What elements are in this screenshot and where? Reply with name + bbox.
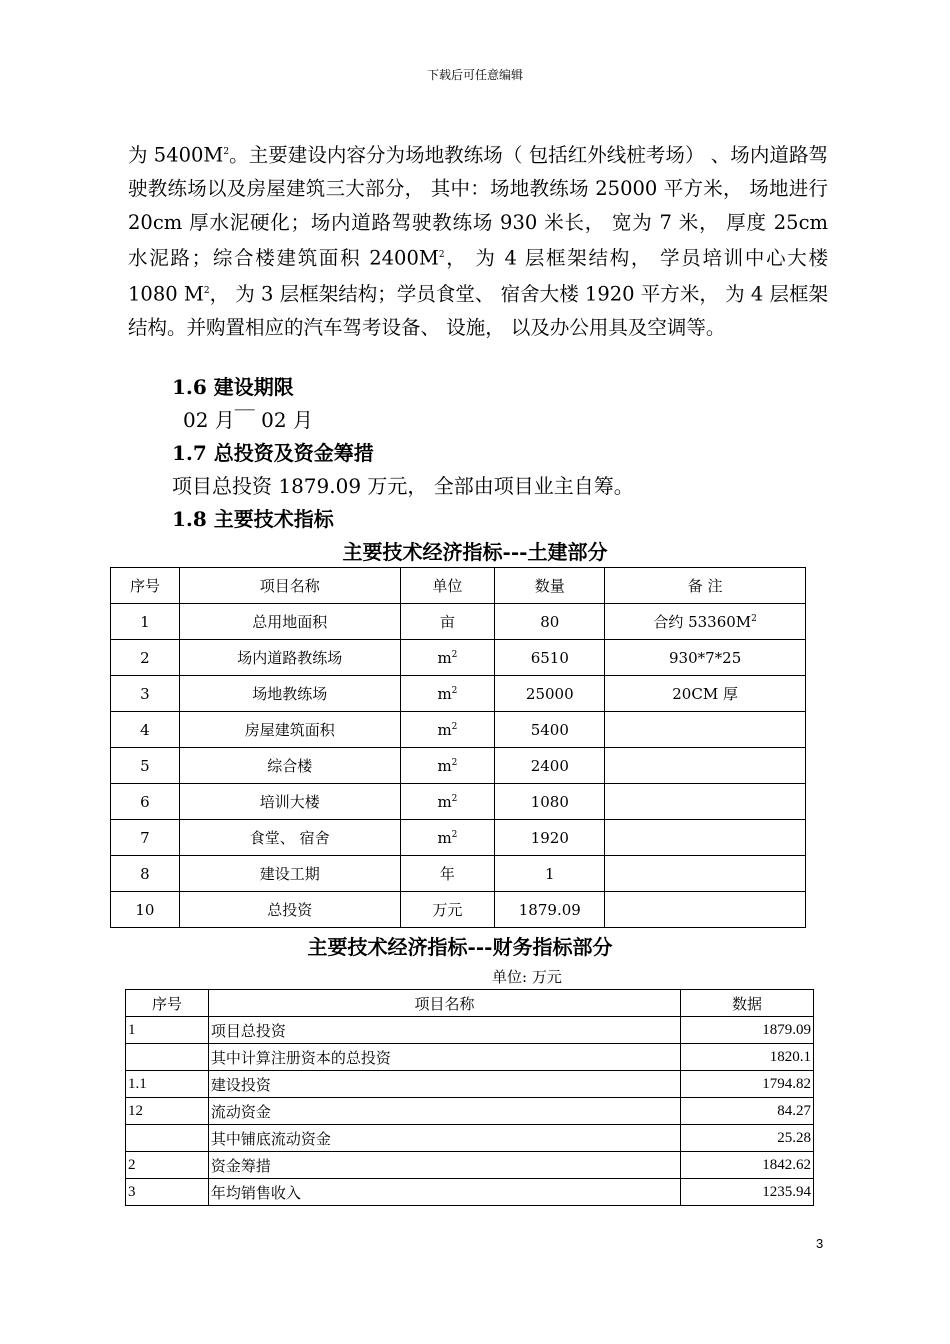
table-header-row: [126, 990, 814, 1017]
cell: [605, 712, 806, 748]
body-paragraph: 为 $5400M^2$。主要建设内容分为场地教练场（ 包括红外线桩考场） 、场内道路驾驶教练场以及房屋建筑三大部分， 其中：场地教练场 25000 平方米， 场地进行 20cm 厚水泥硬化；场内道路驾驶教练场 930 米长， 宽为 7 米， 厚度 25cm 水泥路；综合楼建筑面积 $2400M^2$， 为 4 层框架结构， 学员培训中心大楼 1080 $M^2$， 为 3 层框架结构；学员食堂、 宿舍大楼 1920 平方米， 为 4 层框架结构。并购置相应的汽车驾考设备、 设施， 以及办公用具及空调等。: [128, 143, 829, 339]
cell: 年均销售收入: [208, 1179, 680, 1206]
cell: 食堂、 宿舍: [179, 820, 400, 856]
heading-1-7: 1.7 总投资及资金筹措: [172, 441, 374, 465]
header-cell: 数据: [681, 990, 814, 1017]
cell: 2: [126, 1152, 209, 1179]
cell: 4: [111, 712, 180, 748]
cell: 场内道路教练场: [179, 640, 400, 676]
cell: 3: [126, 1179, 209, 1206]
table-row: [111, 640, 806, 676]
cell: 房屋建筑面积: [179, 712, 400, 748]
table-row: [126, 1098, 814, 1125]
cell: 亩: [400, 604, 495, 640]
cell: 10: [111, 892, 180, 928]
cell: 1879.09: [681, 1017, 814, 1044]
cell: [605, 820, 806, 856]
cell: 6: [111, 784, 180, 820]
cell: 资金筹措: [208, 1152, 680, 1179]
cell: 1: [126, 1017, 209, 1044]
table-row: [111, 712, 806, 748]
construction-period: 02 月￣ 02 月: [183, 408, 313, 432]
cell: 培训大楼: [179, 784, 400, 820]
cell: 930*7*25: [605, 640, 806, 676]
cell: 1842.62: [681, 1152, 814, 1179]
table-row: [126, 1071, 814, 1098]
cell: 3: [111, 676, 180, 712]
cell: $m^2$: [400, 640, 495, 676]
civil-indicators-table: [110, 567, 806, 928]
cell: 1080: [495, 784, 605, 820]
cell: 1: [111, 604, 180, 640]
investment-text: 项目总投资 1879.09 万元， 全部由项目业主自筹。: [172, 474, 634, 498]
table-row: [111, 784, 806, 820]
cell: 年: [400, 856, 495, 892]
table2-unit: 单位: 万元: [492, 968, 562, 986]
table-row: [111, 748, 806, 784]
heading-1-8: 1.8 主要技术指标: [172, 507, 334, 531]
table-row: [126, 1044, 814, 1071]
table2-title: 主要技术经济指标---财务指标部分: [307, 935, 613, 959]
cell: 25.28: [681, 1125, 814, 1152]
cell: 12: [126, 1098, 209, 1125]
cell: 总投资: [179, 892, 400, 928]
header-cell: 项目名称: [208, 990, 680, 1017]
table-row: [111, 856, 806, 892]
cell: 20CM 厚: [605, 676, 806, 712]
cell: 5: [111, 748, 180, 784]
cell: [605, 892, 806, 928]
cell: 1820.1: [681, 1044, 814, 1071]
header-cell: 备 注: [605, 568, 806, 604]
table-row: [111, 820, 806, 856]
cell: 2400: [495, 748, 605, 784]
cell: 1: [495, 856, 605, 892]
cell: 流动资金: [208, 1098, 680, 1125]
table-row: [126, 1152, 814, 1179]
cell: 其中计算注册资本的总投资: [208, 1044, 680, 1071]
header-cell: 数量: [495, 568, 605, 604]
table-row: [126, 1017, 814, 1044]
cell: 1235.94: [681, 1179, 814, 1206]
cell: [605, 784, 806, 820]
cell: 2: [111, 640, 180, 676]
header-cell: 项目名称: [179, 568, 400, 604]
cell: [126, 1125, 209, 1152]
cell: 综合楼: [179, 748, 400, 784]
cell: 其中铺底流动资金: [208, 1125, 680, 1152]
cell: $m^2$: [400, 820, 495, 856]
page-header: 下载后可任意编辑: [426, 68, 523, 82]
cell: [605, 748, 806, 784]
cell: 6510: [495, 640, 605, 676]
cell: 合约 $53360M^2$: [605, 604, 806, 640]
cell: 7: [111, 820, 180, 856]
cell: 80: [495, 604, 605, 640]
table-row: [111, 676, 806, 712]
cell: 项目总投资: [208, 1017, 680, 1044]
cell: 1794.82: [681, 1071, 814, 1098]
table-header-row: [111, 568, 806, 604]
table-row: [126, 1179, 814, 1206]
header-cell: 序号: [111, 568, 180, 604]
cell: 建设投资: [208, 1071, 680, 1098]
header-cell: 序号: [126, 990, 209, 1017]
cell: $m^2$: [400, 784, 495, 820]
cell: 8: [111, 856, 180, 892]
heading-1-6: 1.6 建设期限: [172, 375, 294, 399]
cell: 84.27: [681, 1098, 814, 1125]
cell: 1879.09: [495, 892, 605, 928]
cell: $m^2$: [400, 712, 495, 748]
cell: 建设工期: [179, 856, 400, 892]
table-row: [111, 604, 806, 640]
cell: $m^2$: [400, 748, 495, 784]
cell: 总用地面积: [179, 604, 400, 640]
table-row: [126, 1125, 814, 1152]
page-number: 3: [816, 1236, 824, 1251]
table1-title: 主要技术经济指标---土建部分: [342, 540, 608, 564]
table-row: [111, 892, 806, 928]
financial-indicators-table: [125, 989, 814, 1206]
cell: 万元: [400, 892, 495, 928]
cell: [126, 1044, 209, 1071]
cell: 25000: [495, 676, 605, 712]
cell: 1920: [495, 820, 605, 856]
cell: [605, 856, 806, 892]
cell: 1.1: [126, 1071, 209, 1098]
cell: 5400: [495, 712, 605, 748]
cell: 场地教练场: [179, 676, 400, 712]
cell: $m^2$: [400, 676, 495, 712]
header-cell: 单位: [400, 568, 495, 604]
